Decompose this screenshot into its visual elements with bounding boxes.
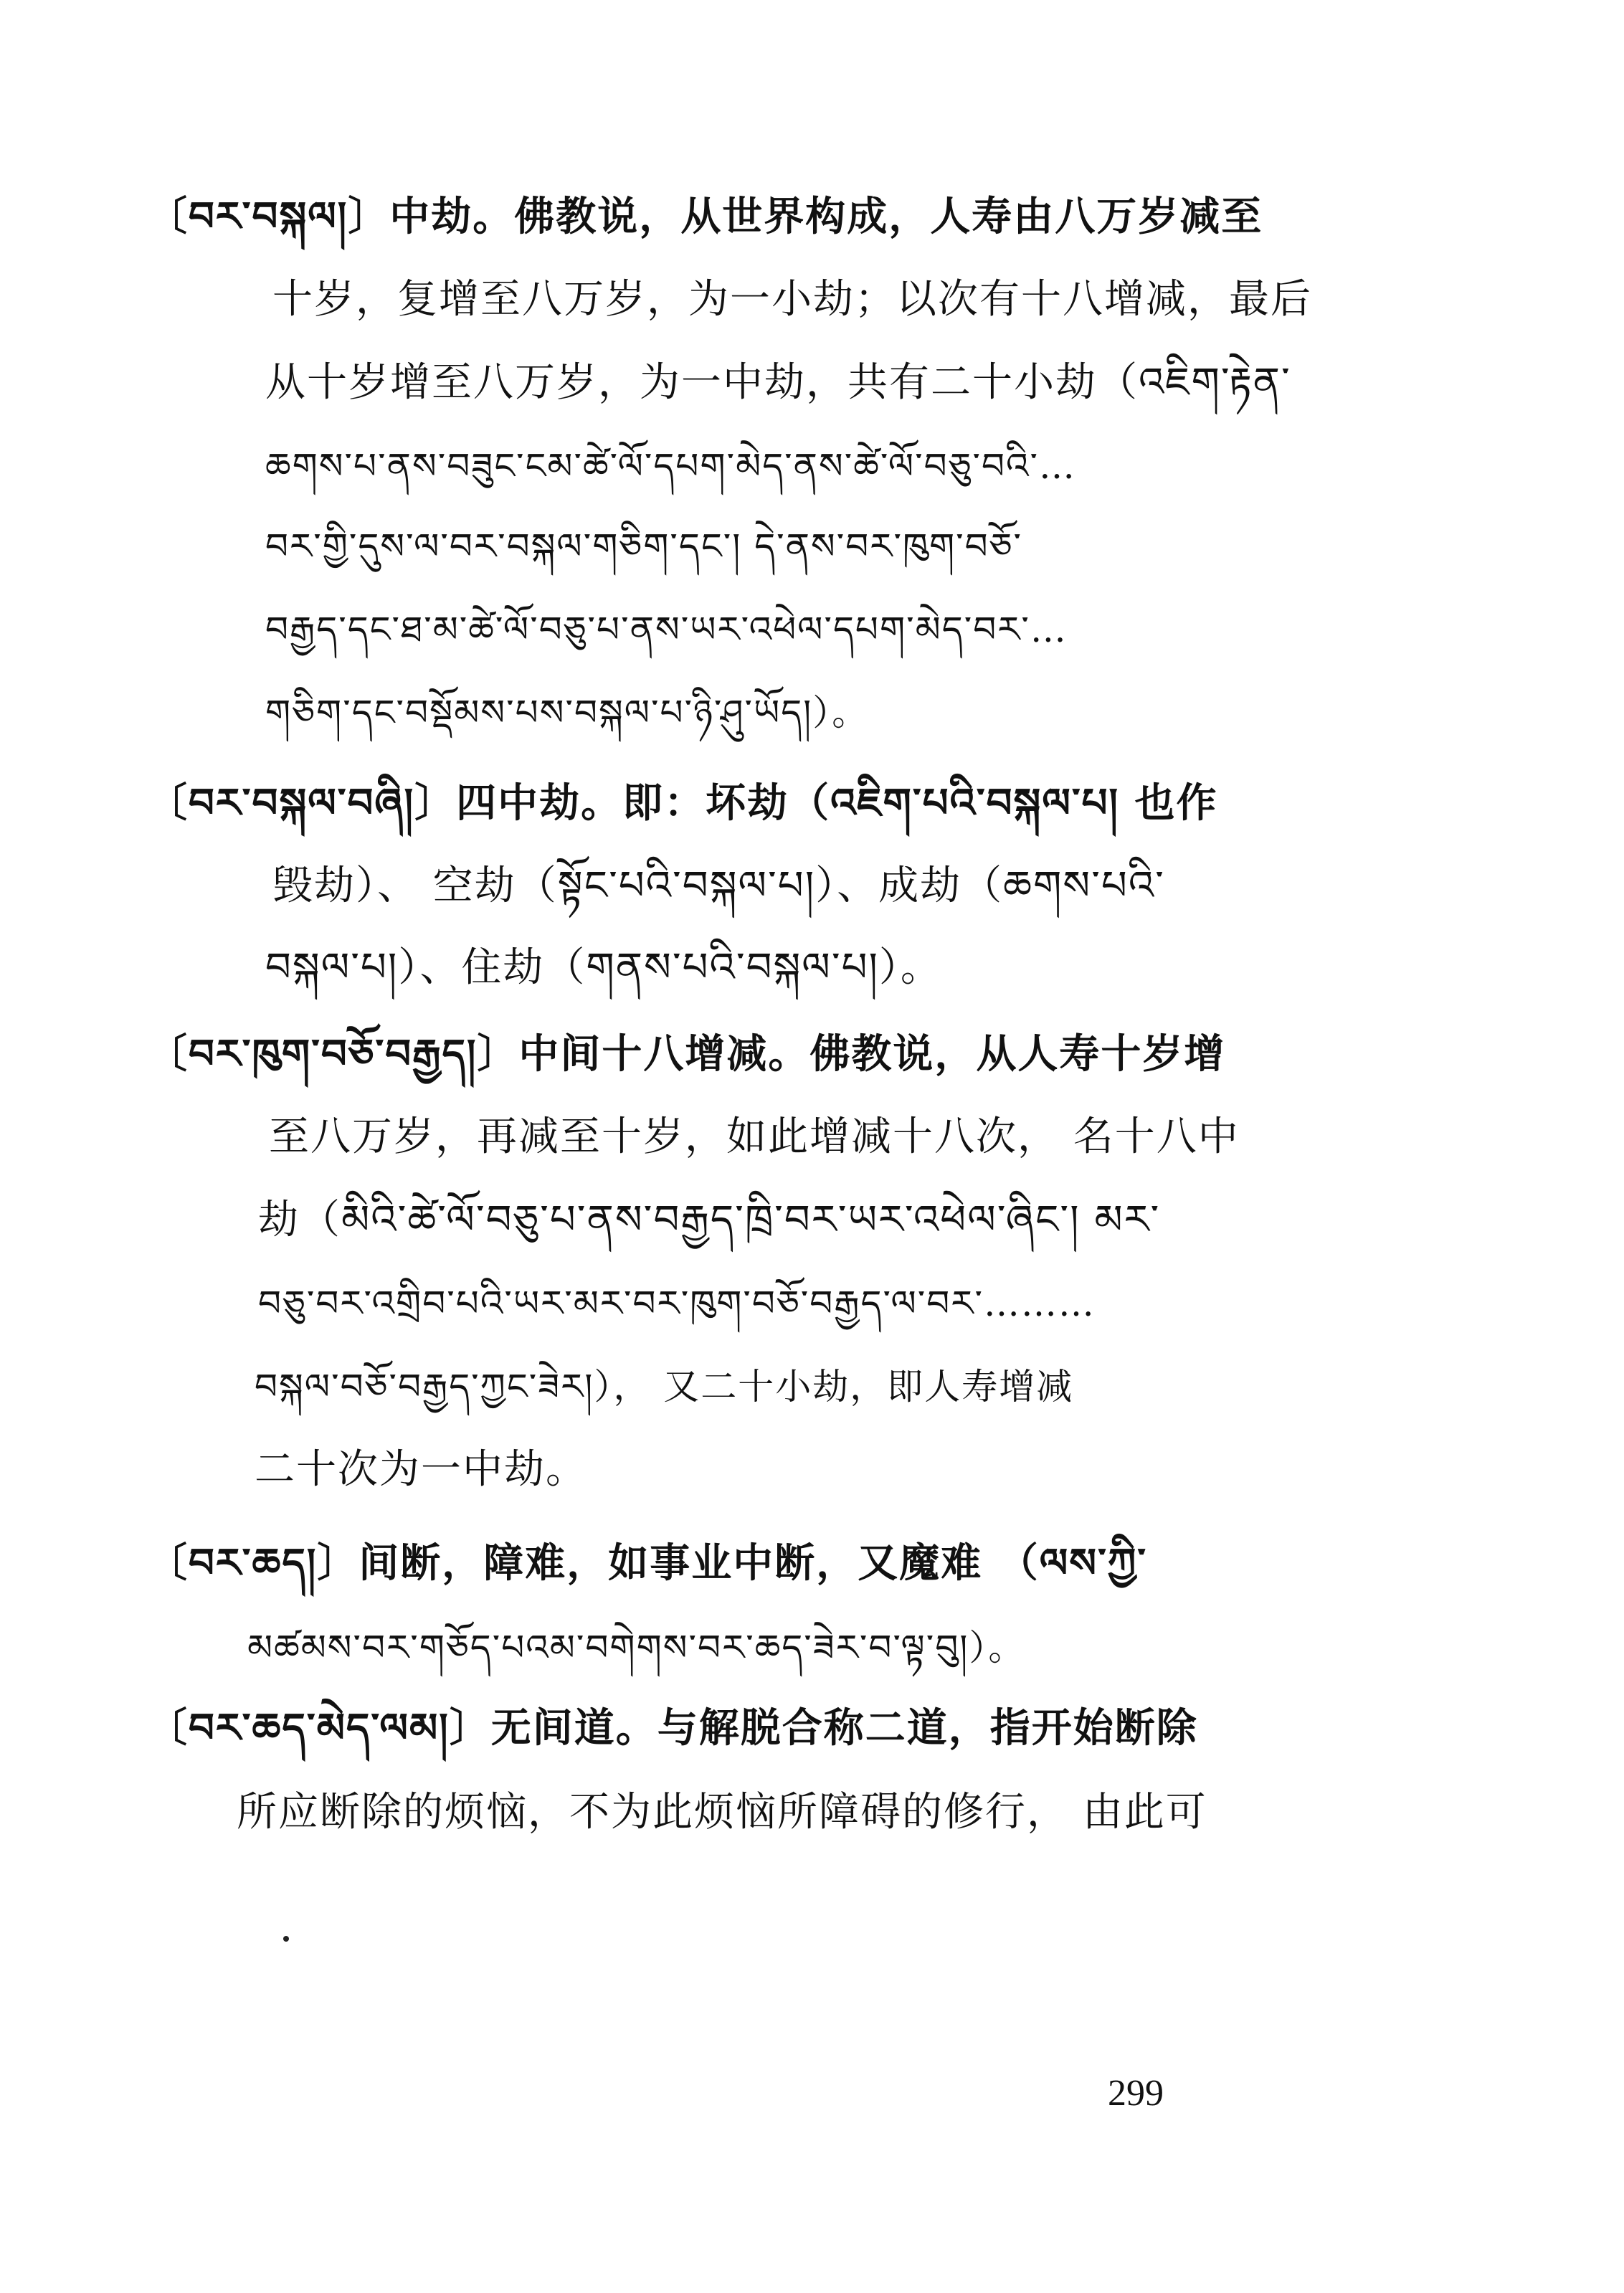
entry-line: 劫（མིའི་ཚེ་ལོ་བཅུ་པ་ནས་བརྒྱད་ཁྲི་བར་ཡར་འཕེལ་ཞིང་། མར་	[258, 1197, 1161, 1243]
entry-line: 毁劫）、 空劫（སྟོང་པའི་བསྐལ་པ།）、成劫（ཆགས་པའི་	[272, 863, 1165, 909]
entry-line: བར་གྱི་དུས་ལ་བར་བསྐལ་གཅིག་དང་། དེ་ནས་བར་ཁུག་བཅོ་	[265, 526, 1022, 567]
entry-line: 〔བར་བསྐལ།〕中劫。佛教说，从世界构成，人寿由八万岁减至	[147, 193, 1263, 240]
entry-line: བརྒྱད་དང་ཐ་མ་ཚེ་ལོ་བཅུ་པ་ནས་ཡར་འཕེལ་དཔག་མེད་བར་…	[265, 609, 1068, 650]
entry-line: 从十岁增至八万岁，为一中劫，共有二十小劫（འཇིག་རྟེན་	[265, 359, 1291, 406]
entry-line: 十岁，复增至八万岁，为一小劫；以次有十八增减，最后	[272, 276, 1312, 323]
entry-line: 〔བར་ཆད།〕间断，障难，如事业中断，又魔难 （ལས་ཀྱི་	[147, 1539, 1148, 1587]
entry-line: ཆགས་པ་ནས་བཟུང་ངམ་ཚེ་ལོ་དཔག་མེད་ནས་ཚེ་ལོ་བཅུ་བའི་…	[265, 445, 1077, 487]
entry-line: 〔བར་བསྐལ་བཞི།〕四中劫。即：坏劫（འཇིག་པའི་བསྐལ་པ། 也作	[147, 779, 1218, 827]
entry-line: 〔བར་ཁུག་བཅོ་བརྒྱད།〕中间十八增减。佛教说，从人寿十岁增	[147, 1030, 1226, 1078]
entry-line: གཅིག་དང་བསྡོམས་པས་བསྐལ་པ་ཉི་ཤུ་ཡོད།）。	[265, 692, 870, 734]
entry-line: 二十次为一中劫。	[255, 1446, 587, 1493]
entry-line: 所应断除的烦恼，不为此烦恼所障碍的修行， 由此可	[237, 1789, 1207, 1836]
page-number: 299	[1108, 2073, 1164, 2114]
entry-line: མཚམས་བར་གཅོད་པའམ་བགེགས་བར་ཆད་ཟེར་བ་ལྟ་བུ།）。	[247, 1627, 1026, 1668]
entry-line: བསྐལ་པ།）、住劫（གནས་པའི་བསྐལ་པ།）。	[265, 944, 942, 991]
entry-line: 〔བར་ཆད་མེད་ལམ།〕无间道。与解脱合称二道，指开始断除	[147, 1704, 1198, 1752]
entry-line: 至八万岁，再减至十岁，如此增减十八次， 名十八中	[269, 1114, 1240, 1160]
scan-speck	[283, 1936, 289, 1942]
entry-line: བསྐལ་བཅོ་བརྒྱད་ཀྱང་ཟེར།）， 又二十小劫，即人寿增减	[255, 1366, 1074, 1407]
entry-line: བཅུ་བར་འགྲིབ་པའི་ཡར་མར་བར་ཁུག་བཅོ་བརྒྱད་ལ་བར་………	[258, 1283, 1096, 1324]
